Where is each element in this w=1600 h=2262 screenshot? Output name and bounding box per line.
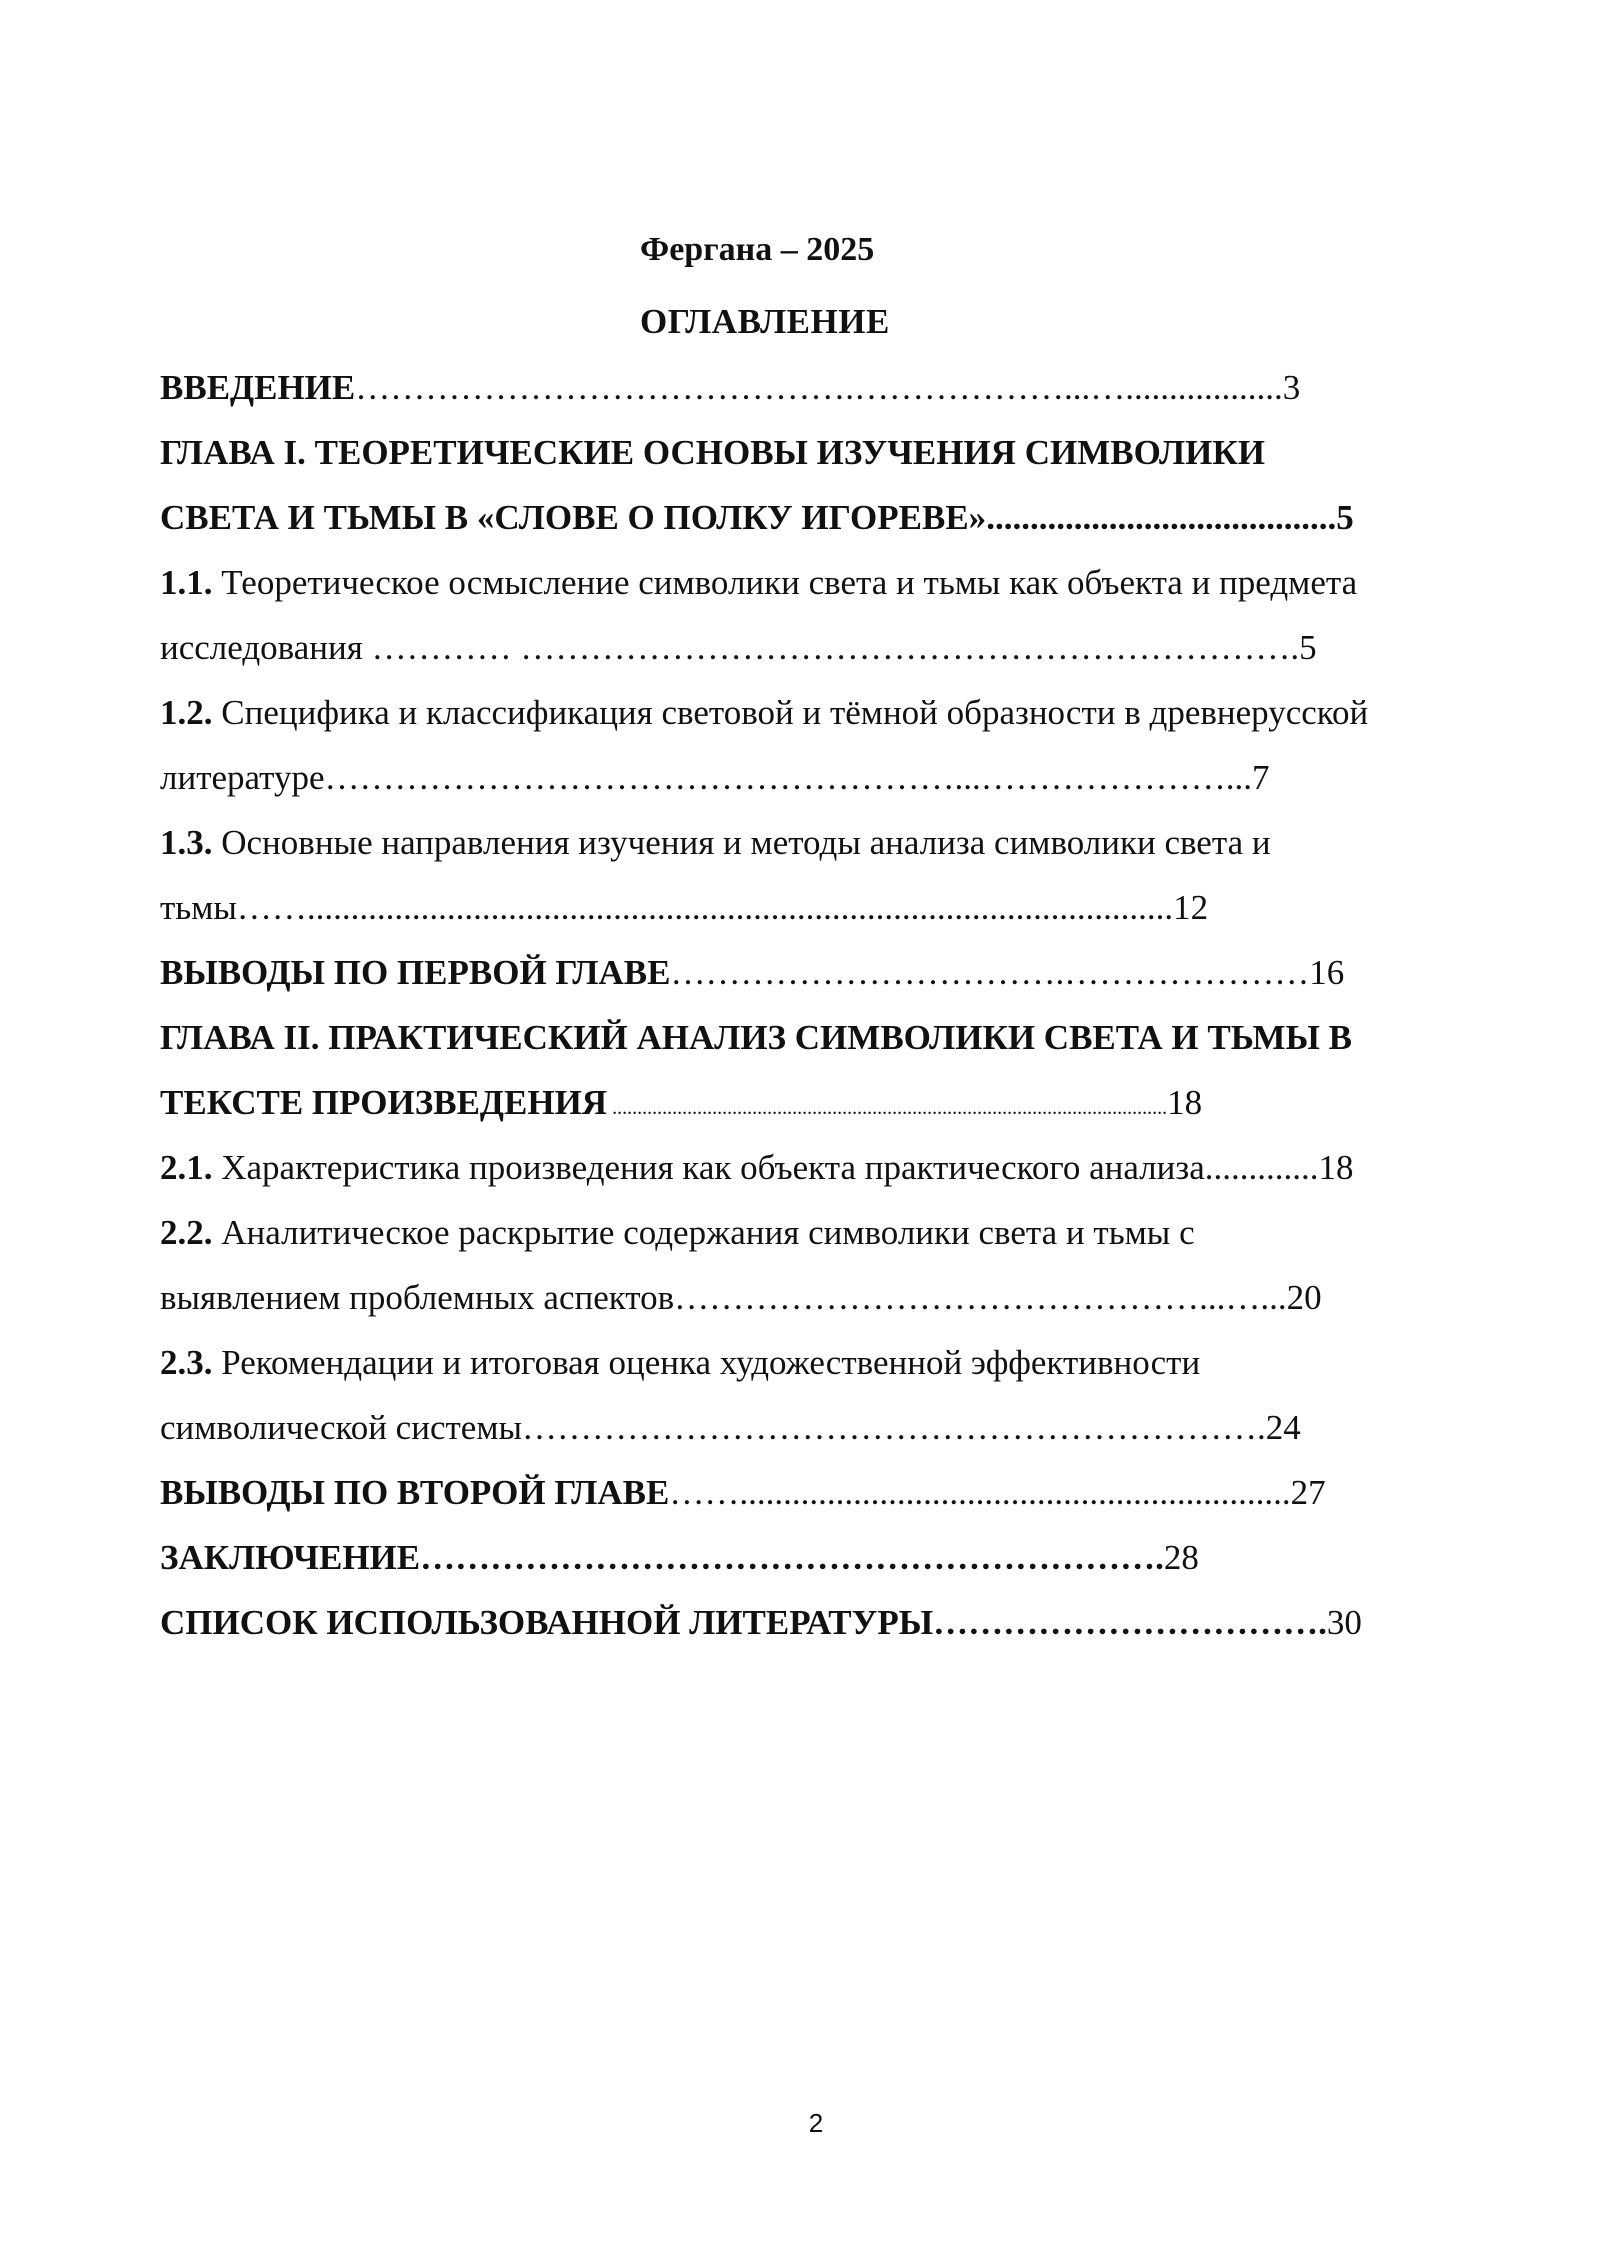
toc-entry-section-1-2-cont[interactable]	[160, 756, 1270, 800]
toc-entry-title: СПИСОК ИСПОЛЬЗОВАННОЙ ЛИТЕРАТУРЫ	[160, 1603, 934, 1642]
toc-page-number: 5	[1299, 628, 1317, 667]
toc-entry-title: ГЛАВА II. ПРАКТИЧЕСКИЙ АНАЛИЗ СИМВОЛИКИ СВЕТА И ТЬМЫ В	[160, 1018, 1352, 1057]
toc-entry-title: исследования	[160, 628, 363, 667]
toc-leader: ……...................................................................................................	[236, 888, 1174, 927]
toc-page-number: 18	[1167, 1083, 1203, 1122]
toc-leader: .............	[1204, 1148, 1319, 1187]
toc-page-number: 12	[1173, 888, 1209, 927]
toc-entry-title: Характеристика произведения как объекта практического анализа	[212, 1148, 1205, 1187]
toc-section-number: 1.3.	[160, 823, 213, 862]
toc-leader: …………………………….…………………	[670, 953, 1310, 992]
toc-entry-section-1-1-cont[interactable]	[160, 626, 1317, 670]
toc-entry-title: ГЛАВА I. ТЕОРЕТИЧЕСКИЕ ОСНОВЫ ИЗУЧЕНИЯ СИМВОЛИКИ	[160, 433, 1265, 472]
toc-entry-title: тьмы	[160, 888, 237, 927]
toc-entry-title: Теоретическое осмысление символики света и тьмы как объекта и предмета	[212, 563, 1358, 602]
toc-entry-title: Аналитическое раскрытие содержания символики света и тьмы с	[212, 1213, 1195, 1252]
toc-entry-title: выявлением проблемных аспектов	[160, 1278, 675, 1317]
toc-leader: ………… ………………………………………………………….	[362, 628, 1300, 667]
toc-leader: ........................................	[986, 498, 1337, 537]
page-number: 2	[808, 2108, 824, 2138]
toc-entry-section-2-1[interactable]	[160, 1146, 1354, 1190]
toc-page-number: 30	[1326, 1603, 1362, 1642]
toc-page-number: 27	[1290, 1473, 1326, 1512]
toc-entry-chapter-1[interactable]	[160, 431, 1265, 475]
toc-leader: ...............................................................................................................	[607, 1097, 1168, 1119]
toc-leader: ……...............................................................	[669, 1473, 1291, 1512]
toc-entry-title: символической системы	[160, 1408, 522, 1447]
toc-entry-title: ВЫВОДЫ ПО ПЕРВОЙ ГЛАВЕ	[160, 953, 671, 992]
toc-entry-title: ТЕКСТЕ ПРОИЗВЕДЕНИЯ	[160, 1083, 608, 1122]
toc-entry-title: Основные направления изучения и методы анализа символики света и	[212, 823, 1271, 862]
toc-entry-section-1-1[interactable]	[160, 561, 1357, 605]
toc-title: ОГЛАВЛЕНИЕ	[640, 302, 890, 341]
toc-entry-section-2-3[interactable]	[160, 1341, 1200, 1385]
toc-leader: …………………………….	[933, 1603, 1327, 1642]
toc-entry-chapter-2-cont[interactable]	[160, 1081, 1202, 1130]
toc-page-number: 16	[1309, 953, 1345, 992]
toc-entry-section-1-3[interactable]	[160, 821, 1271, 865]
toc-entry-section-2-2[interactable]	[160, 1211, 1195, 1255]
toc-entry-conclusion[interactable]	[160, 1536, 1199, 1580]
toc-leader: ………………………………………...…...	[674, 1278, 1287, 1317]
toc-leader: ………………………………………………...…………………...	[324, 758, 1253, 797]
toc-entry-section-1-3-cont[interactable]	[160, 886, 1208, 930]
toc-entry-title: Рекомендации и итоговая оценка художественной эффективности	[212, 1343, 1201, 1382]
toc-section-number: 2.1.	[160, 1148, 213, 1187]
toc-page-number: 7	[1252, 758, 1270, 797]
toc-entry-title: ЗАКЛЮЧЕНИЕ	[160, 1538, 421, 1577]
toc-page-number: 28	[1163, 1538, 1199, 1577]
toc-page-number: 20	[1286, 1278, 1322, 1317]
toc-entry-intro[interactable]	[160, 366, 1300, 410]
toc-entry-title: ВВЕДЕНИЕ	[160, 368, 356, 407]
city-year: Фергана – 2025	[640, 231, 875, 268]
toc-leader: ……………………………………………………….	[420, 1538, 1164, 1577]
toc-entry-title: Специфика и классификация световой и тёмной образности в древнерусской	[212, 693, 1369, 732]
toc-page-number: 5	[1336, 498, 1354, 537]
toc-entry-references[interactable]	[160, 1601, 1362, 1645]
toc-entry-chapter-2[interactable]	[160, 1016, 1352, 1060]
toc-page-number: 3	[1282, 368, 1301, 407]
toc-entry-section-1-2[interactable]	[160, 691, 1368, 735]
toc-page-number: 18	[1318, 1148, 1354, 1187]
toc-entry-chapter-1-cont[interactable]	[160, 496, 1354, 540]
toc-section-number: 1.1.	[160, 563, 213, 602]
toc-entry-section-2-3-cont[interactable]	[160, 1406, 1301, 1450]
toc-leader: ……………………………………………………….	[521, 1408, 1266, 1447]
toc-section-number: 2.2.	[160, 1213, 213, 1252]
toc-entry-conclusions-2[interactable]	[160, 1471, 1326, 1515]
toc-section-number: 1.2.	[160, 693, 213, 732]
toc-page-number: 24	[1265, 1408, 1301, 1447]
toc-section-number: 2.3.	[160, 1343, 213, 1382]
toc-entry-conclusions-1[interactable]	[160, 951, 1344, 995]
toc-leader: …………………………………….………………...…..................	[355, 368, 1283, 407]
toc-entry-section-2-2-cont[interactable]	[160, 1276, 1322, 1320]
toc-entry-title: литературе	[160, 758, 325, 797]
toc-entry-title: ВЫВОДЫ ПО ВТОРОЙ ГЛАВЕ	[160, 1473, 670, 1512]
toc-entry-title: СВЕТА И ТЬМЫ В «СЛОВЕ О ПОЛКУ ИГОРЕВЕ»	[160, 498, 987, 537]
